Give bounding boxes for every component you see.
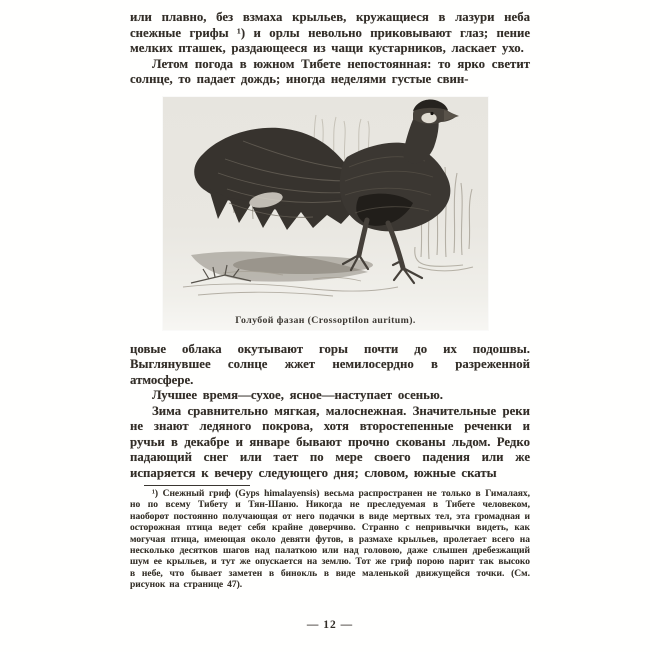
footnote-separator <box>144 485 250 486</box>
bird-eye <box>430 111 433 114</box>
paragraph-summer-weather: Летом погода в южном Тибете непостоянная: то ярко светит солнце, то падает дождь; иногда неделями густые свин- <box>130 56 530 86</box>
text-column <box>130 10 530 631</box>
paragraph-vultures: или плавно, без взмаха крыльев, кружащиеся в лазури неба снежные грифы ¹) и орлы невольно приковывают глаз; пение мелких пташек, раздающееся из чащи кустарников, ласкает ухо. <box>130 10 530 55</box>
figure-caption: Голубой фазан (Crossoptilon auritum). <box>235 314 416 326</box>
footnote-text: ¹) Снежный гриф (Gyps himalayensis) весьма распространен не только в Гималаях, но по всему Тибету и Тян-Шаню. Никогда не преследуемая в Тибете человеком, наоборот постоянно получающая от него подачки в виде мертвых тел, эта громадная и осторожная птица ведет себя крайне доверчиво. Странно с непривычки видеть, как могучая птица, имеющая около девяти футов, в размахе крыльев, пролетает всего на несколько десятков шагов над палаткою или над головою, даже слышен дребезжащий шум ее крыльев, и тут же опускается на землю. Тот же гриф порою парит так высоко в небе, что бывает заметен в бинокль в виде маленькой движущейся точки. (См. рисунок на странице 47). <box>130 489 530 591</box>
paragraph-best-season: Лучшее время—сухое, ясное—наступает осенью. <box>152 388 443 402</box>
paragraph-clouds: цовые облака окутывают горы почти до их подошвы. Выглянувшее солнце жжет немилосердно в разреженной атмосфере. <box>130 341 530 387</box>
page-number: — 12 — <box>306 618 354 631</box>
pheasant-engraving-image <box>163 97 488 302</box>
pheasant-figure <box>163 97 488 330</box>
bird-cheek-patch <box>421 112 437 123</box>
paragraph-winter: Зима сравнительно мягкая, малоснежная. Значительные реки не знают ледяного покрова, хотя второстепенные реченки и ручьи в декабре и январе бывают прочно скованы льдом. Редко падающий снег или тает по мере своего падения или же испаряется к вечеру следующего дня; словом, южные скаты <box>130 403 530 480</box>
